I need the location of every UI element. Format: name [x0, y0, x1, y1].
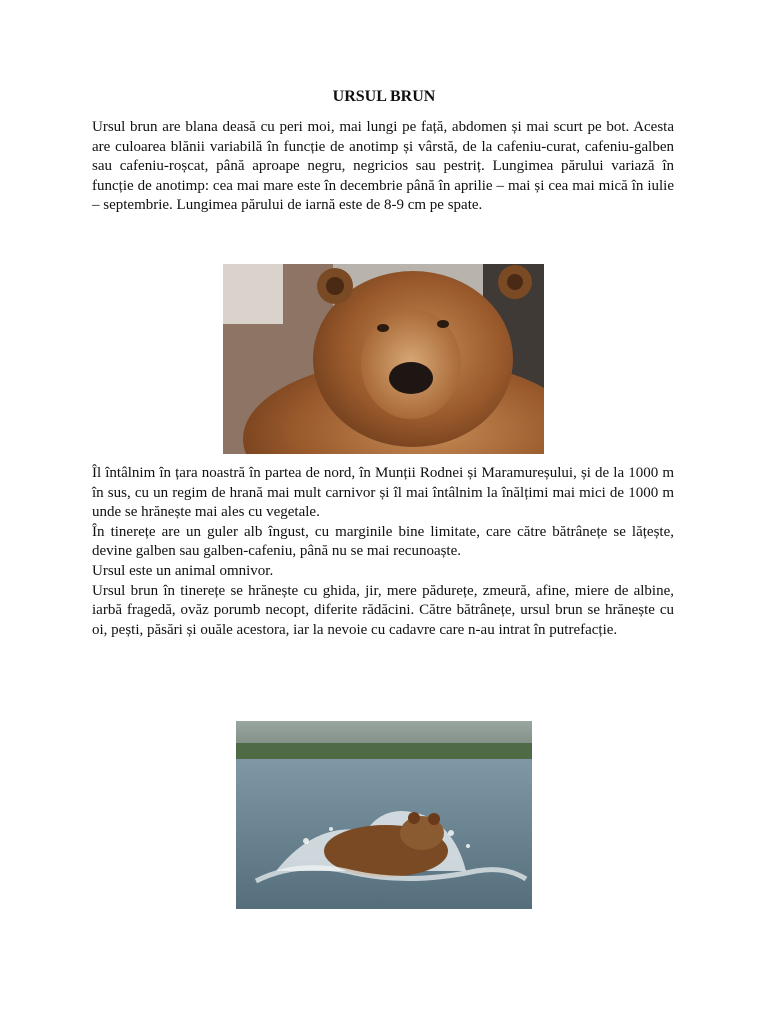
bear-portrait-image — [223, 264, 544, 454]
paragraph-omnivore: Ursul este un animal omnivor. — [92, 562, 274, 579]
page-title: URSUL BRUN — [332, 88, 436, 105]
paragraph-collar: În tinerețe are un guler alb îngust, cu marginile bine limitate, care către bătrânețe se lățește, devine galben sau galben-cafeniu, până nu se mai recunoaște. — [92, 523, 674, 560]
paragraph-fur-description: Ursul brun are blana deasă cu peri moi, mai lungi pe față, abdomen și mai scurt pe bot. Acesta are culoarea blănii variabilă în funcție de anotimp și vârstă, de la cafeniu-curat, cafeniu-galben sau cafeniu-roșcat, până aproape negru, negricios sau pestriț. Lungimea părului variază în funcție de anotimp: cea mai mare este în decembrie până în aprilie – mai și cea mai mică în iulie – septembrie. Lungimea părului de iarnă este de 8-9 cm pe spate. — [92, 119, 674, 214]
paragraph-habitat: Îl întâlnim în țara noastră în partea de nord, în Munții Rodnei și Maramureșului, și de la 1000 m în sus, cu un regim de hrană mai mult carnivor și îl mai întâlnim la înălțimi mai mici de 1000 m unde se hrănește mai ales cu vegetale. — [92, 465, 674, 521]
paragraph-diet: Ursul brun în tinerețe se hrănește cu ghida, jir, mere pădurețe, zmeură, afine, miere de albine, iarbă fragedă, ovăz porumb necopt, diferite rădăcini. Către bătrânețe, ursul brun se hrănește cu oi, pești, păsări și ouăle acestora, iar la nevoie cu cadavre care n-au intrat în putrefacție. — [92, 582, 674, 638]
bear-in-water-image — [236, 721, 532, 909]
text-block-habitat — [92, 464, 674, 640]
